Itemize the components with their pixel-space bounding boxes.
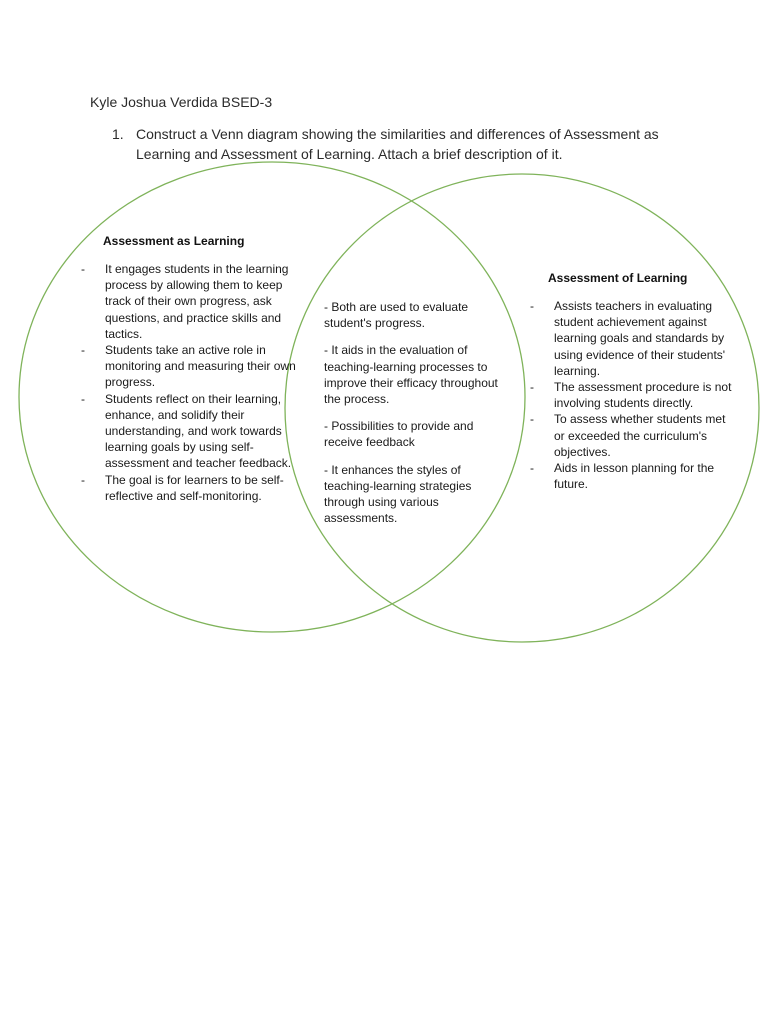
bullet-dash: - (530, 461, 534, 476)
list-item (530, 460, 738, 492)
question-number: 1. (112, 126, 124, 142)
bullet-dash: - (530, 380, 534, 395)
right-item-text: Aids in lesson planning for the future. (554, 461, 715, 492)
list-item (81, 391, 296, 472)
list-item (81, 261, 296, 342)
list-item (530, 379, 738, 411)
right-item-text: To assess whether students met or exceeded the curriculum's objectives. (554, 412, 726, 459)
bullet-dash: - (530, 412, 534, 427)
question-text: Construct a Venn diagram showing the similarities and differences of Assessment as Learning and Assessment of Learning. Attach a brief description of it. (136, 126, 659, 162)
bullet-dash: - (81, 391, 85, 406)
list-item (81, 342, 296, 391)
list-item (530, 298, 738, 379)
bullet-dash: - (81, 262, 85, 276)
overlap-item: - It enhances the styles of teaching-learning strategies through using various assessments. (324, 462, 472, 526)
left-item-text: It engages students in the learning process by allowing them to keep track of their own progress, ask questions, and practice skills and tactics. (105, 262, 289, 341)
bullet-dash: - (81, 472, 85, 487)
bullet-dash: - (81, 343, 85, 358)
overlap-section (324, 299, 506, 537)
author-line: Kyle Joshua Verdida BSED-3 (90, 94, 273, 110)
right-circle-title: Assessment of Learning (548, 271, 688, 285)
right-item-text: The assessment procedure is not involving students directly. (554, 380, 732, 411)
left-circle-list (81, 261, 296, 504)
right-item-text: Assists teachers in evaluating student achievement against learning goals and standards by using evidence of their students' learning. (554, 299, 726, 378)
left-item-text: Students reflect on their learning, enhance, and solidify their understanding, and work towards learning goals by using self-assessment and teacher feedback. (105, 391, 292, 471)
right-circle-list (530, 298, 738, 492)
overlap-item: - It aids in the evaluation of teaching-learning processes to improve their efficacy throughout the process. (324, 343, 498, 407)
left-circle-title: Assessment as Learning (103, 234, 245, 248)
list-item (81, 472, 296, 504)
left-item-text: The goal is for learners to be self-reflective and self-monitoring. (105, 472, 284, 503)
list-item (530, 411, 738, 460)
bullet-dash: - (530, 299, 534, 313)
left-item-text: Students take an active role in monitoring and measuring their own progress. (105, 343, 296, 390)
overlap-item: - Possibilities to provide and receive feedback (324, 419, 474, 450)
overlap-item: - Both are used to evaluate student's progress. (324, 300, 469, 331)
